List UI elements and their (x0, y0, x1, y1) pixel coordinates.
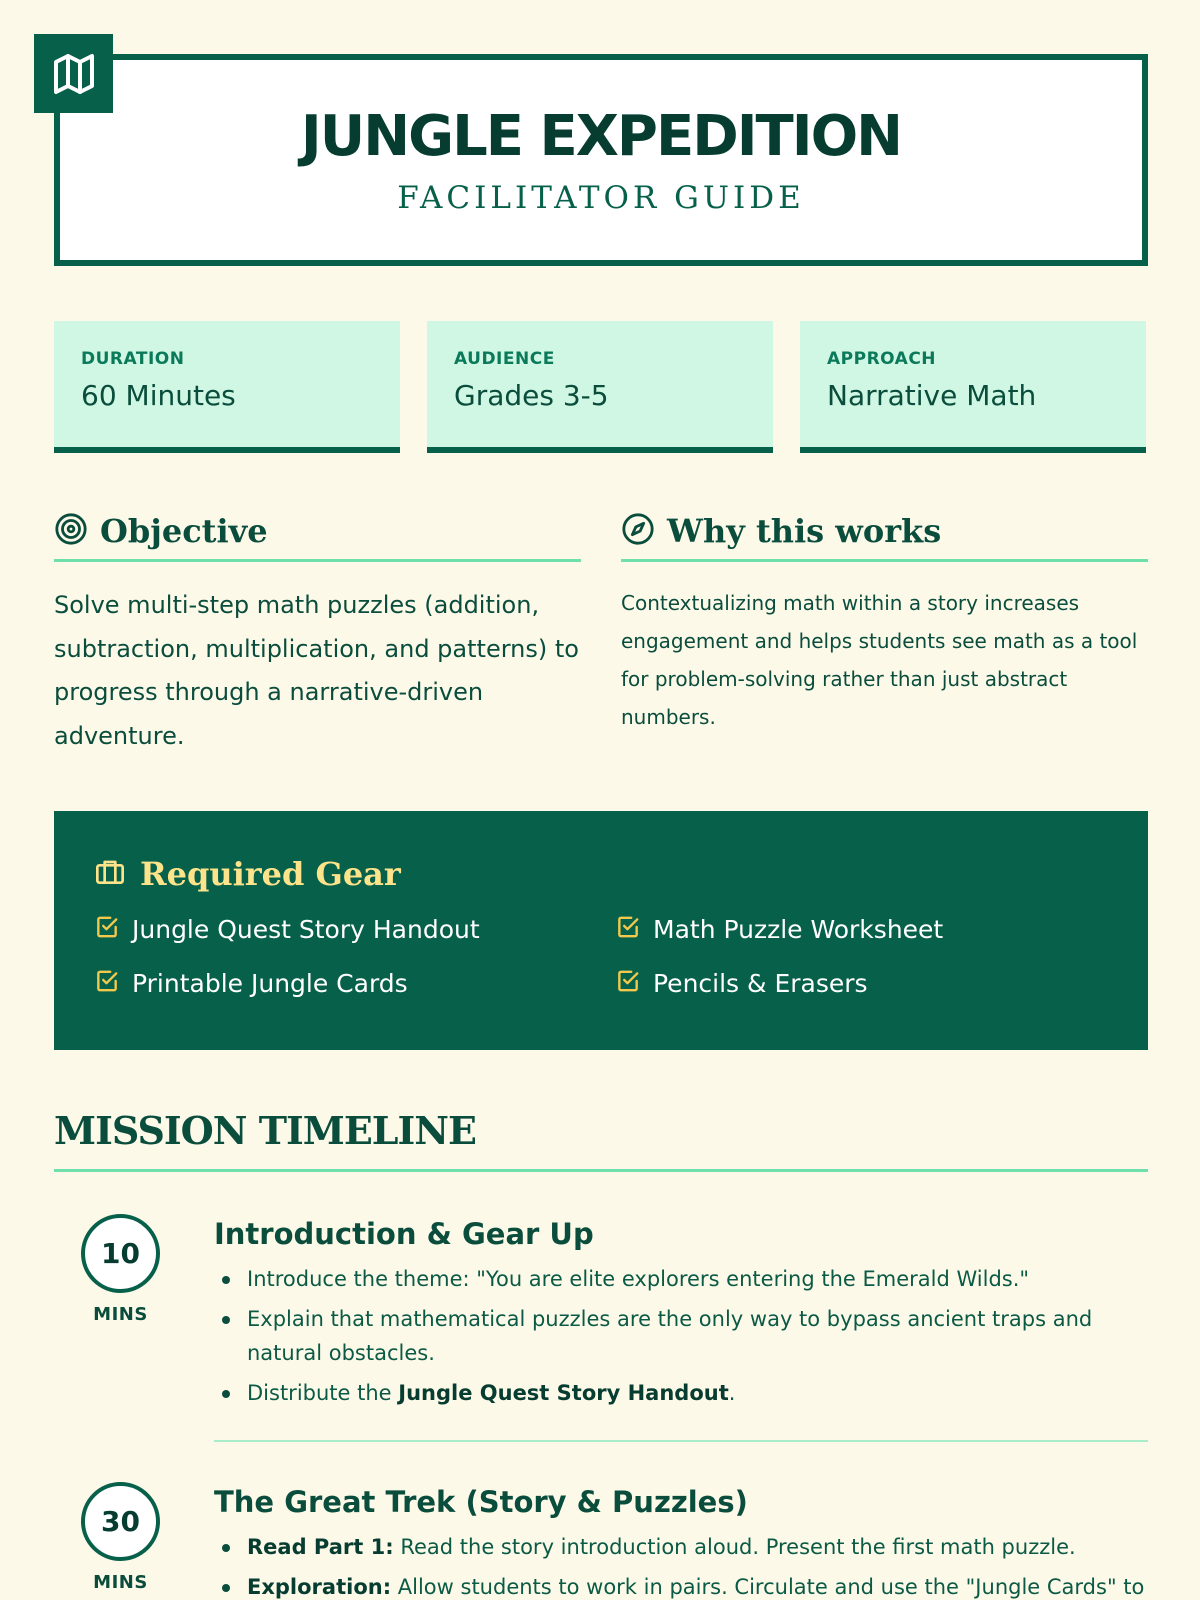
step-title: The Great Trek (Story & Puzzles) (214, 1485, 748, 1519)
objective-heading (54, 502, 581, 562)
required-gear-panel (54, 811, 1148, 1050)
step-bullets (214, 1262, 1148, 1410)
checkbox-icon (615, 968, 641, 998)
stat-value: 60 Minutes (81, 379, 236, 412)
timeline-title: MISSION TIMELINE (54, 1108, 477, 1153)
step-body (214, 1214, 1148, 1416)
map-icon (34, 34, 113, 113)
stat-label: DURATION (81, 349, 185, 369)
duration-unit: MINS (93, 1572, 148, 1593)
duration-badge: 10 (81, 1214, 160, 1293)
duration-unit: MINS (93, 1304, 148, 1325)
gear-item (615, 963, 1115, 1003)
why-title: Why this works (667, 511, 942, 550)
page-title: JUNGLE EXPEDITION (300, 104, 902, 169)
gear-title: Required Gear (140, 855, 401, 893)
gear-item (615, 909, 1115, 949)
gear-item-label: Printable Jungle Cards (132, 968, 408, 998)
checkbox-icon (94, 914, 120, 944)
stat-value: Narrative Math (827, 379, 1037, 412)
stat-label: AUDIENCE (454, 349, 555, 369)
list-item: Distribute the Jungle Quest Story Handout. (214, 1376, 1148, 1410)
stat-card-approach (800, 321, 1146, 453)
stat-card-audience (427, 321, 773, 453)
gear-heading (94, 849, 1108, 899)
gear-item-label: Math Puzzle Worksheet (653, 914, 944, 944)
checkbox-icon (94, 968, 120, 998)
gear-item-label: Pencils & Erasers (653, 968, 868, 998)
objective-text: Solve multi-step math puzzles (addition, subtraction, multiplication, and patterns) to progress through a narrative-driven adventure. (54, 591, 579, 750)
duration-badge: 30 (81, 1482, 160, 1561)
why-text: Contextualizing math within a story increases engagement and helps students see math as a tool for problem-solving rather than just abstract numbers. (621, 591, 1138, 729)
gear-list (94, 909, 1108, 1003)
list-item: Read Part 1: Read the story introduction aloud. Present the first math puzzle. (214, 1530, 1148, 1564)
stat-label: APPROACH (827, 349, 937, 369)
stat-value: Grades 3-5 (454, 379, 609, 412)
stats-row (54, 321, 1148, 453)
objective-title: Objective (100, 511, 268, 550)
gear-item (94, 909, 615, 949)
why-heading (621, 502, 1148, 562)
step-divider (214, 1440, 1148, 1442)
stat-card-duration (54, 321, 400, 453)
list-item: Exploration: Allow students to work in pairs. Circulate and use the "Jungle Cards" to (214, 1570, 1148, 1600)
gear-item-label: Jungle Quest Story Handout (132, 914, 480, 944)
page-subtitle: FACILITATOR GUIDE (397, 180, 805, 216)
briefcase-icon (94, 856, 126, 892)
step-bullets (214, 1530, 1148, 1600)
timeline-heading (54, 1106, 1148, 1172)
compass-icon (621, 512, 655, 550)
checkbox-icon (615, 914, 641, 944)
list-item: Introduce the theme: "You are elite explorers entering the Emerald Wilds." (214, 1262, 1148, 1296)
list-item: Explain that mathematical puzzles are the only way to bypass ancient traps and natural obstacles. (214, 1302, 1148, 1370)
header-card (54, 54, 1148, 266)
target-icon (54, 512, 88, 550)
gear-item (94, 963, 615, 1003)
step-body (214, 1482, 1148, 1600)
step-title: Introduction & Gear Up (214, 1217, 594, 1251)
